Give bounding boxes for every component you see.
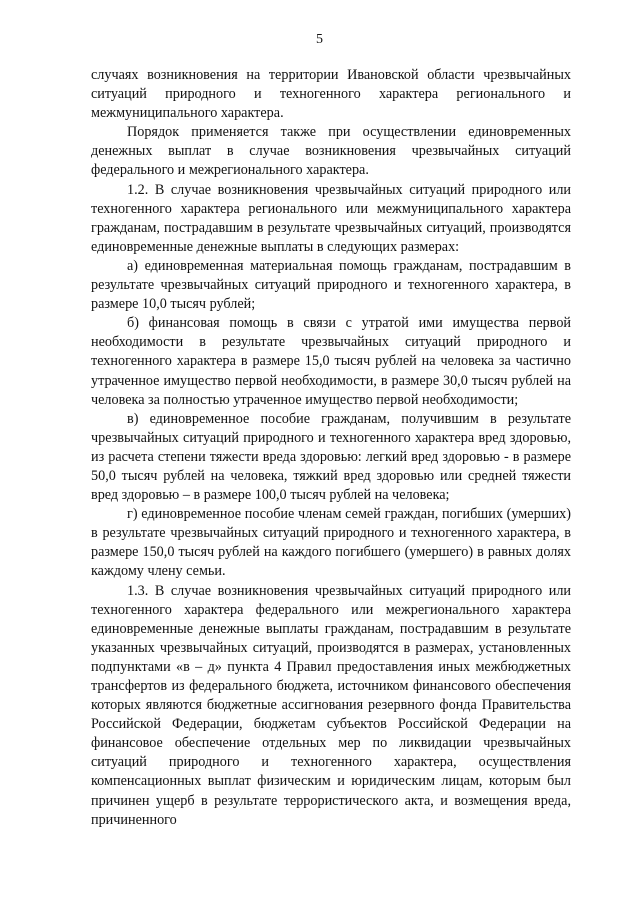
page-number: 5 <box>316 32 323 47</box>
paragraph-scope: Порядок применяется также при осуществлении единовременных денежных выплат в случае возникновения чрезвычайных ситуаций федерального и межрегионального характера. <box>91 124 571 179</box>
paragraph-1-2-g: г) единовременное пособие членам семей граждан, погибших (умерших) в результате чрезвычайных ситуаций природного и техногенного характера, в размере 150,0 тысяч рублей на каждого погибшего (умершего) в равных долях каждому члену семьи. <box>91 506 571 580</box>
document-body <box>91 66 571 830</box>
paragraph-1-2: 1.2. В случае возникновения чрезвычайных ситуаций природного или техногенного характера регионального или межмуниципального характера гражданам, пострадавшим в результате чрезвычайных ситуаций, производятся единовременные денежные выплаты в следующих размерах: <box>91 181 571 255</box>
paragraph-continuation: случаях возникновения на территории Ивановской области чрезвычайных ситуаций природного и техногенного характера регионального и межмуниципального характера. <box>91 67 571 122</box>
paragraph-1-2-b: б) финансовая помощь в связи с утратой ими имущества первой необходимости в результате чрезвычайных ситуаций природного и техногенного характера в размере 15,0 тысяч рублей на человека за частично утраченное имущество первой необходимости, в размере 30,0 тысяч рублей на человека за полностью утраченное имущество первой необходимости; <box>91 315 571 408</box>
paragraph-1-3: 1.3. В случае возникновения чрезвычайных ситуаций природного или техногенного характера федерального или межрегионального характера единовременные денежные выплаты гражданам, пострадавшим в результате указанных чрезвычайных ситуаций, производятся в размерах, установленных подпунктами «в – д» пункта 4 Правил предоставления иных межбюджетных трансфертов из федерального бюджета, источником финансового обеспечения которых являются бюджетные ассигнования резервного фонда Правительства Российской Федерации, бюджетам субъектов Российской Федерации на финансовое обеспечение отдельных мер по ликвидации чрезвычайных ситуаций природного и техногенного характера, осуществления компенсационных выплат физическим и юридическим лицам, которым был причинен ущерб в результате террористического акта, и возмещения вреда, причиненного <box>91 582 571 828</box>
paragraph-1-2-v: в) единовременное пособие гражданам, получившим в результате чрезвычайных ситуаций природного и техногенного характера вред здоровью, из расчета степени тяжести вреда здоровью: легкий вред здоровью - в размере 50,0 тысяч рублей на человека, тяжкий вред здоровью или средней тяжести вред здоровью – в размере 100,0 тысяч рублей на человека; <box>91 410 571 504</box>
paragraph-1-2-a: а) единовременная материальная помощь гражданам, пострадавшим в результате чрезвычайных ситуаций природного и техногенного характера, в размере 10,0 тысяч рублей; <box>91 257 571 313</box>
